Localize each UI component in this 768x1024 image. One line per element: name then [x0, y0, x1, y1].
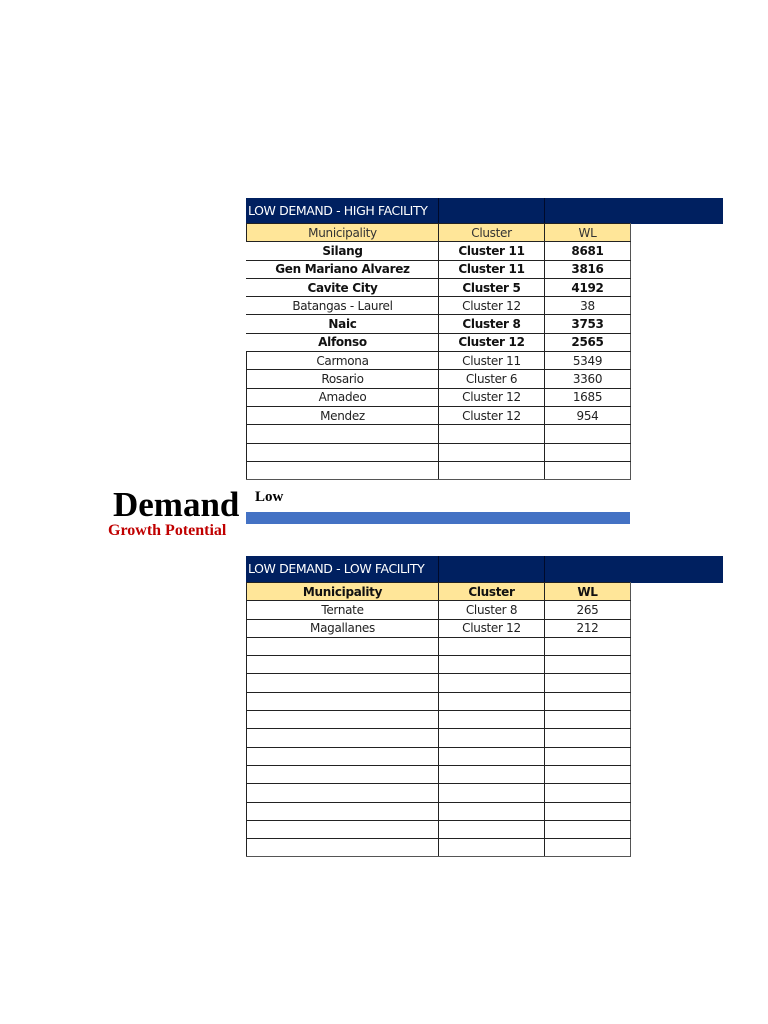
table-row [247, 260, 631, 278]
cell-municipality[interactable] [247, 765, 439, 783]
cell-wl[interactable]: 8681 [545, 242, 631, 260]
cell-wl[interactable] [545, 711, 631, 729]
column-header-wl[interactable]: WL [545, 583, 631, 601]
column-header-row [247, 224, 631, 242]
table-row-empty [247, 711, 631, 729]
cell-cluster[interactable] [439, 711, 545, 729]
column-divider [438, 198, 439, 224]
cell-cluster[interactable] [439, 637, 545, 655]
growth-potential-subtitle: Growth Potential [108, 522, 227, 539]
cell-municipality[interactable] [247, 443, 439, 461]
cell-cluster[interactable]: Cluster 11 [439, 260, 545, 278]
column-divider [438, 556, 439, 583]
cell-cluster[interactable]: Cluster 12 [439, 388, 545, 406]
column-header-row [247, 583, 631, 601]
cell-cluster[interactable]: Cluster 11 [439, 352, 545, 370]
cell-municipality[interactable]: Amadeo [247, 388, 439, 406]
table-title-bar-low-facility [246, 556, 723, 583]
table-row-empty [247, 784, 631, 802]
demand-level-label: Low [255, 489, 284, 505]
cell-wl[interactable]: 2565 [545, 333, 631, 351]
demand-title: Demand [113, 485, 240, 524]
cell-cluster[interactable]: Cluster 6 [439, 370, 545, 388]
cell-municipality[interactable]: Naic [247, 315, 439, 333]
table-row [247, 406, 631, 424]
cell-cluster[interactable]: Cluster 5 [439, 278, 545, 296]
cell-wl[interactable]: 212 [545, 619, 631, 637]
column-header-wl[interactable]: WL [545, 224, 631, 242]
table-row-empty [247, 674, 631, 692]
cell-municipality[interactable] [247, 461, 439, 479]
cell-municipality[interactable]: Silang [247, 242, 439, 260]
column-divider [544, 556, 545, 583]
table-row [247, 242, 631, 260]
table-title-bar-high-facility [246, 198, 723, 224]
cell-municipality[interactable] [247, 711, 439, 729]
table-row-empty [247, 461, 631, 479]
column-header-municipality[interactable]: Municipality [247, 224, 439, 242]
table-row [247, 278, 631, 296]
cell-cluster[interactable] [439, 674, 545, 692]
cell-municipality[interactable]: Gen Mariano Alvarez [247, 260, 439, 278]
cell-wl[interactable] [545, 802, 631, 820]
cell-cluster[interactable] [439, 729, 545, 747]
table-row-empty [247, 443, 631, 461]
cell-cluster[interactable] [439, 425, 545, 443]
cell-municipality[interactable] [247, 637, 439, 655]
cell-municipality[interactable]: Carmona [247, 352, 439, 370]
cell-wl[interactable] [545, 839, 631, 857]
cell-wl[interactable]: 38 [545, 297, 631, 315]
table-row [247, 601, 631, 619]
cell-cluster[interactable] [439, 461, 545, 479]
table-row [247, 315, 631, 333]
cell-cluster[interactable] [439, 443, 545, 461]
table-row-empty [247, 425, 631, 443]
cell-cluster[interactable] [439, 656, 545, 674]
demand-level-bar [246, 512, 630, 524]
cell-wl[interactable] [545, 425, 631, 443]
table-row-empty [247, 656, 631, 674]
cell-municipality[interactable]: Alfonso [247, 333, 439, 351]
cell-municipality[interactable] [247, 692, 439, 710]
cell-wl[interactable] [545, 656, 631, 674]
cell-wl[interactable]: 1685 [545, 388, 631, 406]
cell-municipality[interactable]: Ternate [247, 601, 439, 619]
cell-wl[interactable] [545, 729, 631, 747]
table-row-empty [247, 747, 631, 765]
column-divider [544, 198, 545, 224]
table-row-empty [247, 692, 631, 710]
cell-municipality[interactable] [247, 674, 439, 692]
cell-municipality[interactable] [247, 425, 439, 443]
cell-wl[interactable] [545, 443, 631, 461]
cell-wl[interactable] [545, 765, 631, 783]
cell-wl[interactable] [545, 674, 631, 692]
table-row-empty [247, 802, 631, 820]
cell-municipality[interactable] [247, 802, 439, 820]
table-row [247, 619, 631, 637]
cell-wl[interactable]: 3360 [545, 370, 631, 388]
cell-cluster[interactable]: Cluster 8 [439, 315, 545, 333]
cell-cluster[interactable] [439, 692, 545, 710]
table-row-empty [247, 729, 631, 747]
cell-cluster[interactable]: Cluster 11 [439, 242, 545, 260]
table-row [247, 333, 631, 351]
cell-wl[interactable] [545, 747, 631, 765]
table-low-demand-high-facility [246, 223, 631, 480]
table-row-empty [247, 839, 631, 857]
column-header-cluster[interactable]: Cluster [439, 224, 545, 242]
cell-cluster[interactable]: Cluster 12 [439, 297, 545, 315]
cell-cluster[interactable] [439, 820, 545, 838]
cell-wl[interactable]: 3753 [545, 315, 631, 333]
cell-wl[interactable]: 954 [545, 406, 631, 424]
table-row [247, 352, 631, 370]
cell-cluster[interactable]: Cluster 12 [439, 333, 545, 351]
table-row-empty [247, 765, 631, 783]
cell-municipality[interactable] [247, 784, 439, 802]
cell-municipality[interactable] [247, 729, 439, 747]
cell-municipality[interactable]: Mendez [247, 406, 439, 424]
column-header-cluster[interactable]: Cluster [439, 583, 545, 601]
cell-municipality[interactable] [247, 820, 439, 838]
cell-cluster[interactable] [439, 747, 545, 765]
cell-cluster[interactable] [439, 784, 545, 802]
table-row [247, 388, 631, 406]
cell-wl[interactable]: 265 [545, 601, 631, 619]
cell-wl[interactable]: 3816 [545, 260, 631, 278]
table-low-demand-low-facility [246, 582, 631, 857]
cell-cluster[interactable] [439, 839, 545, 857]
cell-municipality[interactable] [247, 747, 439, 765]
cell-wl[interactable] [545, 692, 631, 710]
cell-wl[interactable] [545, 820, 631, 838]
cell-municipality[interactable] [247, 656, 439, 674]
table-row-empty [247, 637, 631, 655]
cell-wl[interactable] [545, 637, 631, 655]
table-row [247, 297, 631, 315]
cell-municipality[interactable]: Rosario [247, 370, 439, 388]
cell-cluster[interactable]: Cluster 12 [439, 406, 545, 424]
table-title: LOW DEMAND - HIGH FACILITY [248, 203, 428, 218]
cell-municipality[interactable]: Cavite City [247, 278, 439, 296]
cell-municipality[interactable]: Batangas - Laurel [247, 297, 439, 315]
table-title: LOW DEMAND - LOW FACILITY [248, 561, 425, 576]
cell-cluster[interactable] [439, 802, 545, 820]
cell-wl[interactable] [545, 784, 631, 802]
column-header-municipality[interactable]: Municipality [247, 583, 439, 601]
table-row [247, 370, 631, 388]
cell-cluster[interactable] [439, 765, 545, 783]
cell-cluster[interactable]: Cluster 12 [439, 619, 545, 637]
cell-wl[interactable]: 5349 [545, 352, 631, 370]
cell-wl[interactable]: 4192 [545, 278, 631, 296]
cell-municipality[interactable]: Magallanes [247, 619, 439, 637]
cell-municipality[interactable] [247, 839, 439, 857]
table-row-empty [247, 820, 631, 838]
cell-wl[interactable] [545, 461, 631, 479]
cell-cluster[interactable]: Cluster 8 [439, 601, 545, 619]
